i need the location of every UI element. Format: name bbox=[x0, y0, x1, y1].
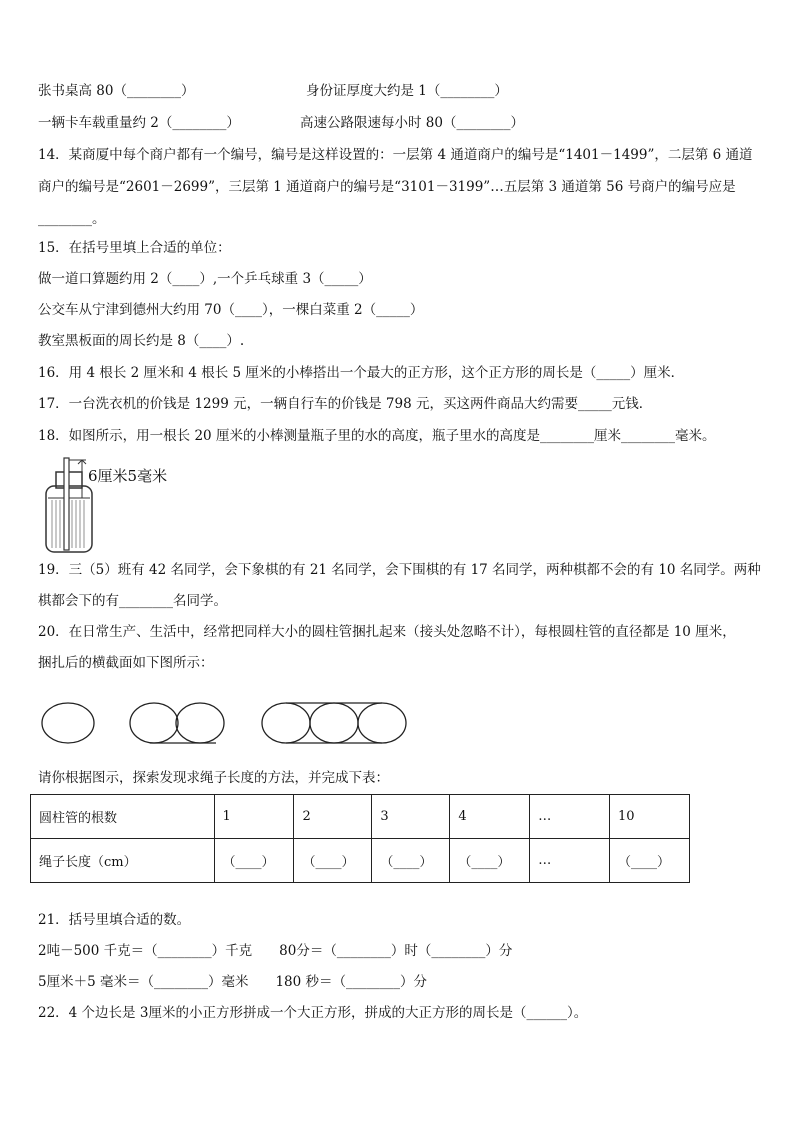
q19-line-1: 19．三（5）班有 42 名同学，会下象棋的有 21 名同学，会下围棋的有 17 名同学，两种棋都不会的有 10 名同学。两种 bbox=[38, 562, 761, 578]
q18-text: 18．如图所示，用一根长 20 厘米的小棒测量瓶子里的水的高度，瓶子里水的高度是________厘米________毫米。 bbox=[38, 428, 716, 444]
q20-line-2: 捆扎后的横截面如下图所示： bbox=[38, 655, 214, 671]
q13-item-highway: 高速公路限速每小时 80（________） bbox=[300, 115, 524, 131]
table-answer-blank[interactable]: （____） bbox=[294, 839, 372, 883]
q13-item-desk: 张书桌高 80（________） bbox=[38, 83, 195, 99]
q13-item-idcard: 身份证厚度大约是 1（________） bbox=[306, 83, 508, 99]
q20-line-1: 20．在日常生产、生活中，经常把同样大小的圆柱管捆扎起来（接头处忽略不计），每根圆柱管的直径都是 10 厘米， bbox=[38, 624, 736, 640]
q21-title: 21．括号里填合适的数。 bbox=[38, 912, 191, 928]
rope-length-table bbox=[30, 794, 690, 883]
table-answer-blank[interactable]: （____） bbox=[610, 839, 690, 883]
table-answer-blank[interactable]: （____） bbox=[450, 839, 530, 883]
q16-text: 16．用 4 根长 2 厘米和 4 根长 5 厘米的小棒搭出一个最大的正方形，这个正方形的周长是（_____）厘米． bbox=[38, 365, 685, 381]
table-cell: 3 bbox=[372, 795, 450, 839]
q15-title: 15．在括号里填上合适的单位： bbox=[38, 240, 231, 256]
q20-table-instruction: 请你根据图示，探索发现求绳子长度的方法，并完成下表： bbox=[38, 770, 389, 786]
table-answer-blank[interactable]: （____） bbox=[372, 839, 450, 883]
table-row bbox=[31, 795, 690, 839]
table-header-count: 圆柱管的根数 bbox=[31, 795, 215, 839]
table-row bbox=[31, 839, 690, 883]
table-cell: … bbox=[530, 839, 610, 883]
table-cell: 1 bbox=[214, 795, 294, 839]
pipes-figure bbox=[38, 695, 418, 755]
q22-text: 22．4 个边长是 3厘米的小正方形拼成一个大正方形，拼成的大正方形的周长是（______）。 bbox=[38, 1005, 588, 1021]
q17-text: 17．一台洗衣机的价钱是 1299 元，一辆自行车的价钱是 798 元，买这两件商品大约需要_____元钱． bbox=[38, 396, 653, 412]
q14-line-3: ________。 bbox=[38, 211, 106, 227]
q15-line-2: 公交车从宁津到德州大约用 70（____），一棵白菜重 2（_____） bbox=[38, 302, 424, 318]
q15-line-3: 教室黑板面的周长约是 8（____）. bbox=[38, 333, 245, 349]
table-header-rope: 绳子长度（cm） bbox=[31, 839, 215, 883]
pipes-triple bbox=[262, 703, 406, 743]
bottle-measure-label: 6厘米5毫米 bbox=[88, 467, 168, 485]
q21-line-2: 5厘米＋5 毫米＝（________）毫米 180 秒＝（________）分 bbox=[38, 974, 428, 990]
table-cell: 4 bbox=[450, 795, 530, 839]
q21-line-1: 2吨－500 千克＝（________）千克 80分＝（________）时（________）分 bbox=[38, 943, 513, 959]
table-cell: 10 bbox=[610, 795, 690, 839]
table-cell: … bbox=[530, 795, 610, 839]
pipes-pair bbox=[130, 703, 224, 743]
q19-line-2: 棋都会下的有________名同学。 bbox=[38, 593, 227, 609]
table-answer-blank[interactable]: （____） bbox=[214, 839, 294, 883]
q13-item-truck: 一辆卡车载重量约 2（________） bbox=[38, 115, 240, 131]
table-cell: 2 bbox=[294, 795, 372, 839]
q14-line-2: 商户的编号是“2601－2699”，三层第 1 通道商户的编号是“3101－3199”…五层第 3 通道第 56 号商户的编号应是 bbox=[38, 179, 736, 195]
pipe-single bbox=[42, 703, 94, 743]
q14-line-1: 14．某商厦中每个商户都有一个编号，编号是这样设置的：一层第 4 通道商户的编号是“1401－1499”，二层第 6 通道 bbox=[38, 147, 753, 163]
q15-line-1: 做一道口算题约用 2（____）,一个乒乓球重 3（_____） bbox=[38, 271, 372, 287]
